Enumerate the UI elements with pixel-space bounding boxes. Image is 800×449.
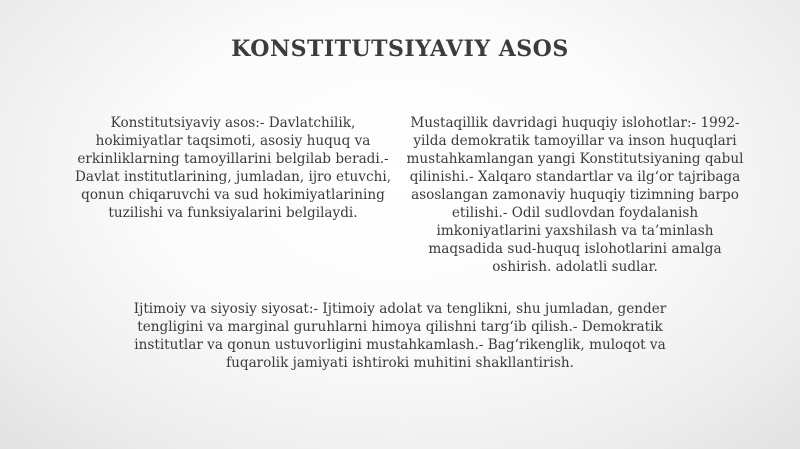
legal-reforms-text: Mustaqillik davridagi huquqiy islohotlar:- 1992-yilda demokratik tamoyillar va inson huquqlari mustahkamlangan yangi Konstitutsiyaning qabul qilinishi.- Xalqaro standartlar va ilg‘or tajribaga asoslangan zamonaviy huquqiy tizimning barpo etilishi.- Odil sudlovdan foydalanish imkoniyatlarini yaxshilash va ta’minlash maqsadida sud-huquq islohotlarini amalga oshirish. adolatli sudlar. bbox=[406, 115, 744, 275]
constitutional-basis-text: Konstitutsiyaviy asos:- Davlatchilik, hokimiyatlar taqsimoti, asosiy huquq va erkinliklarning tamoyillarini belgilab beradi.- Davlat institutlarining, jumladan, ijro etuvchi, qonun chiqaruvchi va sud hokimiyatlarining tuzilishi va funksiyalarini belgilaydi. bbox=[74, 115, 392, 221]
slide-title: KONSTITUTSIYAVIY ASOS bbox=[231, 36, 569, 62]
social-political-policy-text: Ijtimoiy va siyosiy siyosat:- Ijtimoiy adolat va tenglikni, shu jumladan, gender tengligini va marginal guruhlarni himoya qilishni targ‘ib qilish.- Demokratik institutlar va qonun ustuvorligini mustahkamlash.- Bag‘rikenglik, muloqot va fuqarolik jamiyati ishtiroki muhitini shakllantirish. bbox=[133, 301, 667, 371]
